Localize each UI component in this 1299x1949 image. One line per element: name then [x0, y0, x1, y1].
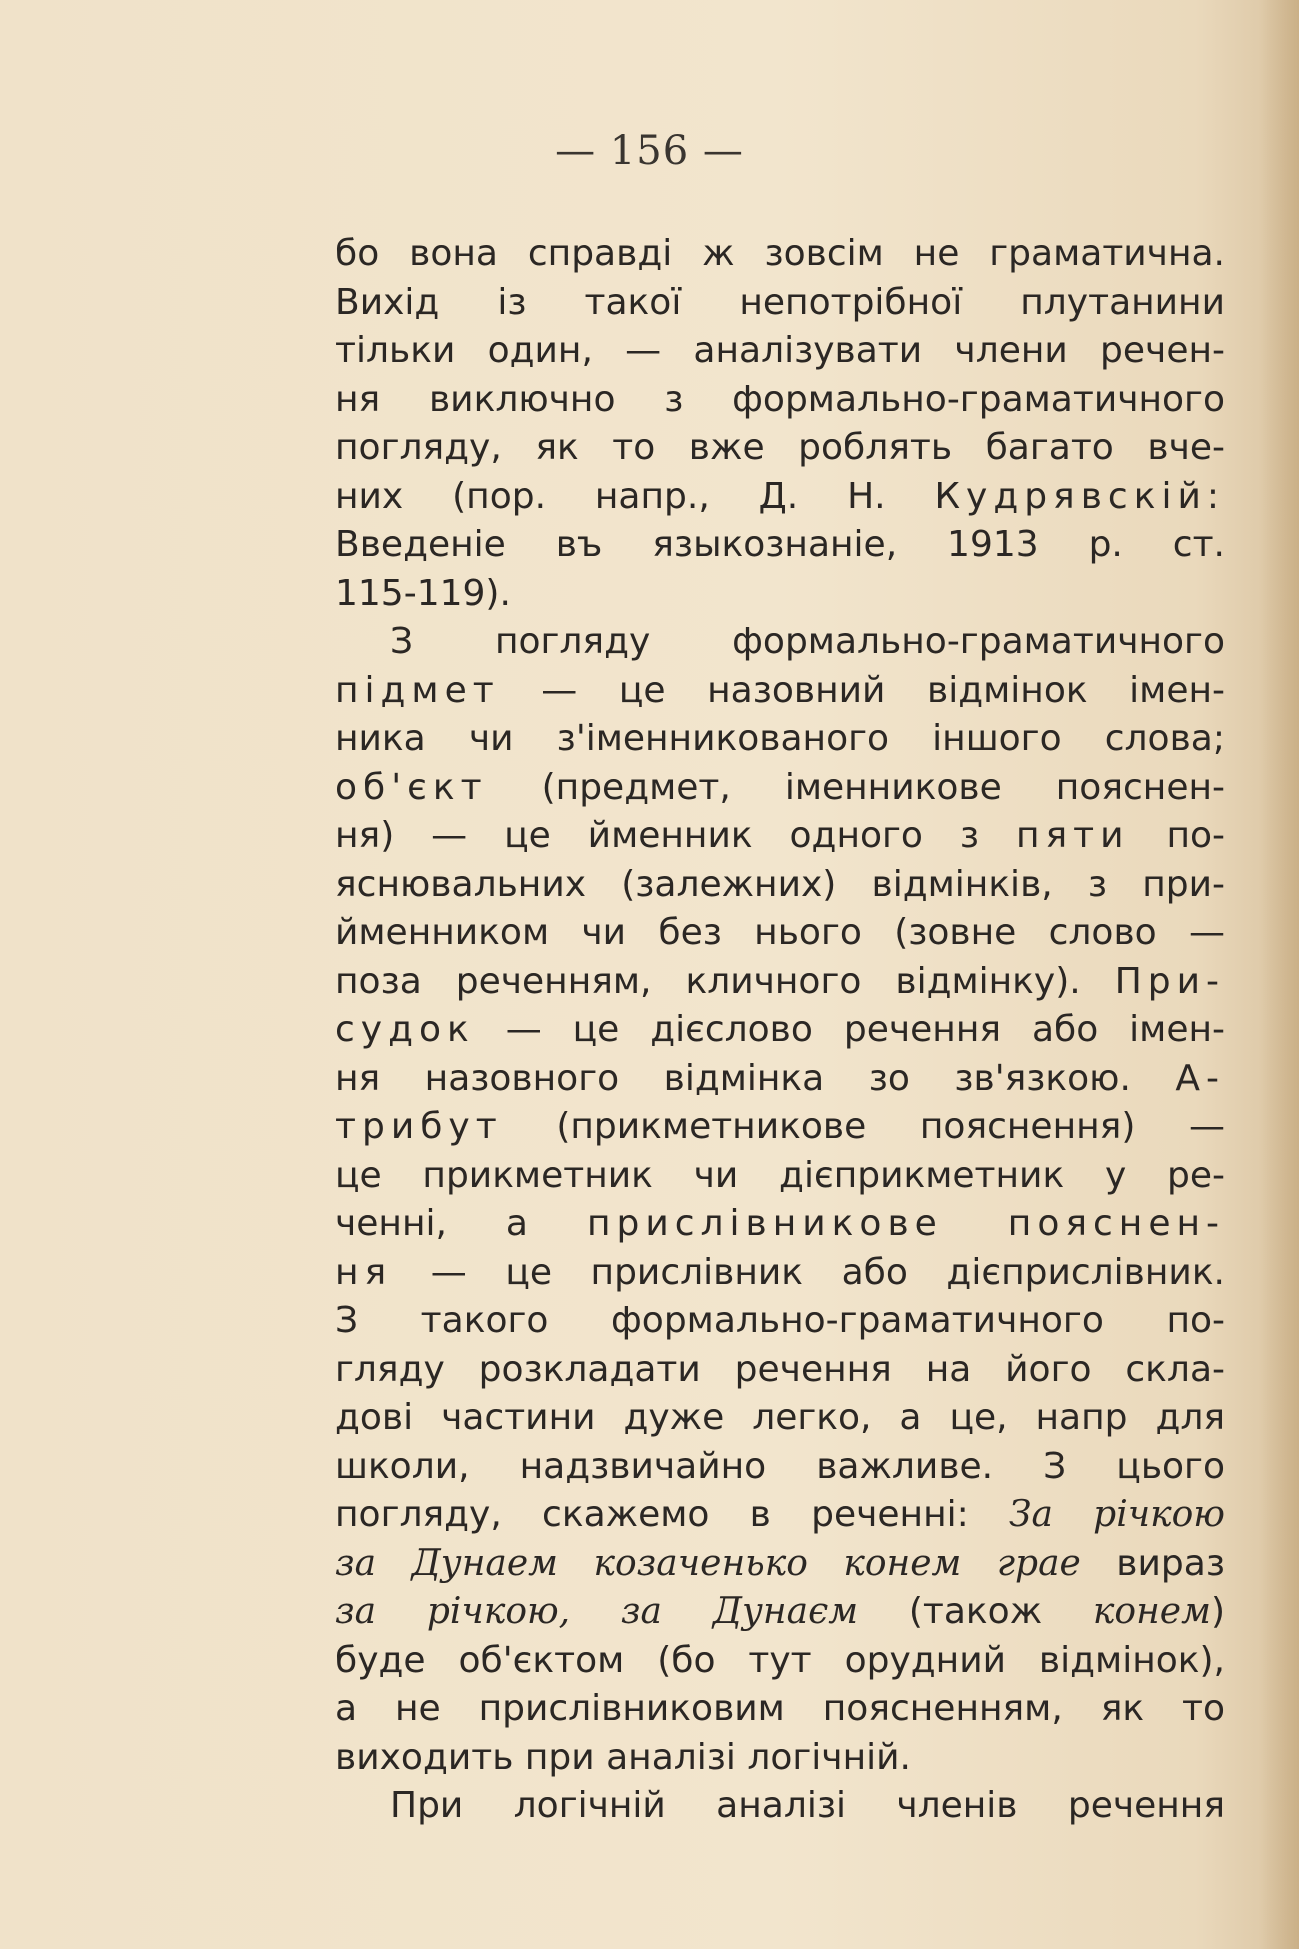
text-line: гляду розкладати речення на його скла- [335, 1348, 1225, 1390]
text-line: буде об'єктом (бо тут орудний відмінок), [335, 1639, 1225, 1681]
spaced-term: пяти [1015, 815, 1130, 856]
text-line: бо вона справді ж зовсім не граматична. [335, 233, 1225, 274]
italic-example: за Дунаем козаченько конем грае [335, 1542, 1081, 1584]
text-line: Введеніе въ языкознаніе, 1913 р. ст. [335, 524, 1225, 565]
text-line: погляду, скажемо в реченні: За річкою [335, 1494, 1225, 1535]
text-line: а не прислівниковим поясненням, як то [335, 1688, 1225, 1729]
spaced-term: об'єкт [335, 766, 488, 808]
text-line: підмет — це назовний відмінок імен- [335, 669, 1225, 711]
italic-example: За річкою [1009, 1494, 1225, 1535]
text-line: ченні, а прислівникове пояснен- [335, 1203, 1225, 1244]
text-line: трибут (прикметникове пояснення) — [335, 1106, 1225, 1147]
spaced-term: прислівникове пояснен- [586, 1203, 1225, 1244]
text-line: дові частини дуже легко, а це, напр для [335, 1397, 1225, 1438]
body-text [335, 230, 1225, 1831]
text-line: ня — це прислівник або дієприслівник. [335, 1251, 1225, 1293]
spaced-author-name: Кудрявскій: [934, 475, 1225, 517]
text-line: яснювальних (залежних) відмінків, з при- [335, 863, 1225, 905]
text-line: З такого формально-граматичного по- [335, 1300, 1225, 1341]
text-line: об'єкт (предмет, іменникове пояснен- [335, 766, 1225, 808]
spaced-term: ня [335, 1251, 393, 1293]
text-line: ня виключно з формально-граматичного [335, 378, 1225, 420]
spaced-term: При- [1114, 960, 1225, 1002]
spaced-term: судок [335, 1009, 475, 1050]
text-line: школи, надзвичайно важливе. З цього [335, 1445, 1225, 1487]
italic-example: за річкою, за Дунаєм [335, 1591, 859, 1632]
italic-example: конем [1092, 1591, 1211, 1632]
spaced-term: А- [1175, 1057, 1225, 1099]
paragraph-start-line: З погляду формально-граматичного [390, 621, 1225, 662]
spaced-term: трибут [335, 1106, 503, 1147]
paragraph-start-line: При логічній аналізі членів речення [390, 1785, 1225, 1826]
spaced-term: підмет [335, 669, 500, 711]
text-line: тільки один, — аналізувати члени речен- [335, 330, 1225, 371]
text-line: ника чи з'іменникованого іншого слова; [335, 718, 1225, 759]
text-line: за річкою, за Дунаєм (також конем) [335, 1591, 1225, 1632]
text-line: погляду, як то вже роблять багато вче- [335, 427, 1225, 468]
text-line: за Дунаем козаченько конем грае вираз [335, 1542, 1225, 1584]
text-line: це прикметник чи дієприкметник у ре- [335, 1154, 1225, 1196]
text-line: виходить при аналізі логічній. [335, 1736, 911, 1778]
text-line: 115-119). [335, 572, 511, 614]
page-number: — 156 — [555, 128, 744, 174]
text-line: ня назовного відмінка зо зв'язкою. А- [335, 1057, 1225, 1099]
text-line: Вихід із такої непотрібної плутанини [335, 281, 1225, 323]
text-line: йменником чи без нього (зовне слово — [335, 912, 1225, 953]
text-line: судок — це дієслово речення або імен- [335, 1009, 1225, 1050]
page-edge-shadow [1259, 0, 1299, 1949]
text-line: поза реченням, кличного відмінку). При- [335, 960, 1225, 1002]
text-line: ня) — це йменник одного з пяти по- [335, 815, 1225, 856]
text-line: них (пор. напр., Д. Н. Кудрявскій: [335, 475, 1225, 517]
